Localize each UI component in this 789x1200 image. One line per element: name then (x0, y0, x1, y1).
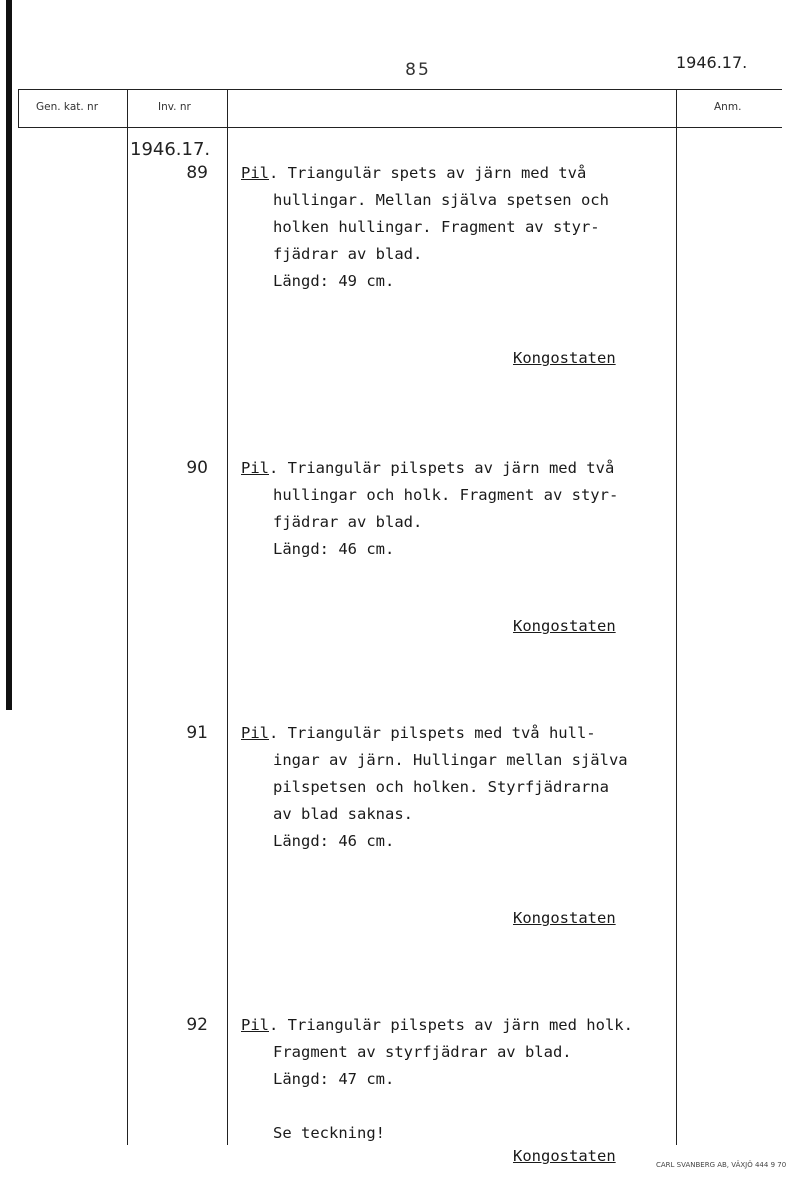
description-line: holken hullingar. Fragment av styr- (273, 218, 600, 236)
printer-imprint: CARL SVANBERG AB, VÄXJÖ 444 9 70 (656, 1161, 787, 1169)
entry-description (241, 455, 681, 563)
header-bottom-rule (18, 127, 782, 128)
entry-description (241, 160, 681, 295)
column-header-anm: Anm. (714, 101, 742, 113)
description-line: Längd: 46 cm. (273, 540, 395, 558)
column-divider-gen-inv (127, 89, 128, 1145)
description-line: hullingar. Mellan själva spetsen och (273, 191, 609, 209)
inventory-number: 92 (186, 1015, 208, 1035)
description-line: hullingar och holk. Fragment av styr- (273, 486, 619, 504)
description-line: Längd: 47 cm. (273, 1070, 395, 1088)
description-line: Fragment av styrfjädrar av blad. (273, 1043, 572, 1061)
entry-description (241, 1012, 681, 1147)
entry-place: Kongostaten (513, 909, 616, 927)
description-line: . Triangulär spets av järn med två (269, 164, 587, 182)
description-line: av blad saknas. (273, 805, 413, 823)
entry-keyword: Pil (241, 164, 269, 182)
binding-edge (6, 0, 12, 710)
left-border (18, 89, 19, 127)
description-line: . Triangulär pilspets med två hull- (269, 724, 596, 742)
description-line: fjädrar av blad. (273, 245, 423, 263)
description-line (241, 1097, 273, 1115)
collection-year: 1946.17. (130, 139, 211, 160)
inventory-number: 90 (186, 458, 208, 478)
entry-keyword: Pil (241, 1016, 269, 1034)
header-top-rule (18, 89, 782, 90)
description-line: Se teckning! (273, 1124, 385, 1142)
page-number: 85 (405, 60, 431, 80)
entry-place: Kongostaten (513, 1147, 616, 1165)
description-line: ingar av järn. Hullingar mellan själva (273, 751, 628, 769)
entry-place: Kongostaten (513, 349, 616, 367)
entry-keyword: Pil (241, 724, 269, 742)
column-header-inv: Inv. nr (158, 101, 191, 113)
description-line: . Triangulär pilspets av järn med holk. (269, 1016, 633, 1034)
entry-keyword: Pil (241, 459, 269, 477)
column-header-gen-kat: Gen. kat. nr (36, 101, 99, 113)
description-line: . Triangulär pilspets av järn med två (269, 459, 615, 477)
inventory-number: 89 (186, 163, 208, 183)
column-divider-inv-desc (227, 89, 228, 1145)
header-year: 1946.17. (676, 53, 748, 72)
description-line: pilspetsen och holken. Styrfjädrarna (273, 778, 609, 796)
entry-description (241, 720, 681, 855)
entry-place: Kongostaten (513, 617, 616, 635)
description-line: Längd: 49 cm. (273, 272, 395, 290)
inventory-number: 91 (186, 723, 208, 743)
description-line: fjädrar av blad. (273, 513, 423, 531)
description-line: Längd: 46 cm. (273, 832, 395, 850)
